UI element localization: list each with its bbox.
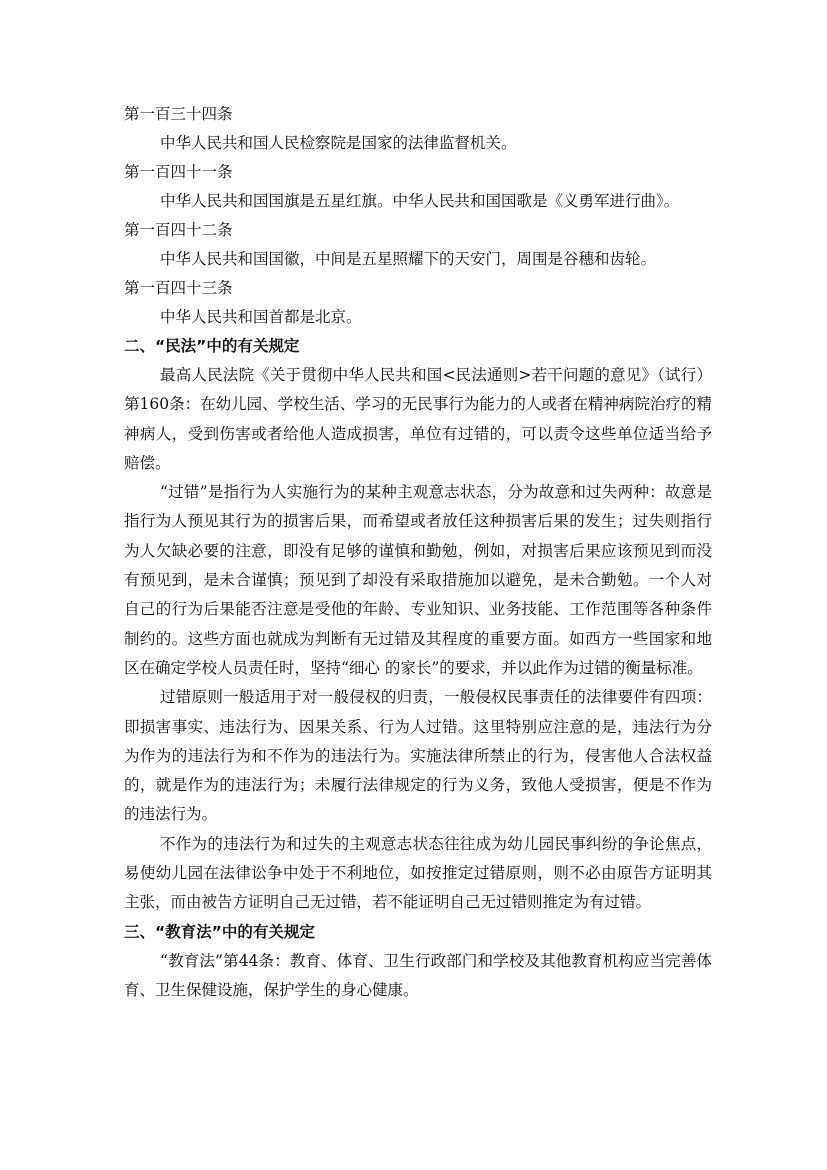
section-heading-civil-law: 二、“民法”中的有关规定 <box>124 337 300 355</box>
paragraph-omission: 不作为的违法行为和过失的主观意志状态往往成为幼儿园民事纠纷的争论焦点，易使幼儿园在法律讼争中处于不利地位，如按推定过错原则，则不必由原告方证明其主张，而由被告方证明自己无过错，若不能证明自己无过错则推定为有过错。 <box>124 834 712 912</box>
paragraph-court-opinion: 最高人民法院《关于贯彻中华人民共和国<民法通则>若干问题的意见》（试行）第160条：在幼儿园、学校生活、学习的无民事行为能力的人或者在精神病院治疗的精神病人，受到伤害或者给他人造成损害，单位有过错的，可以责令这些单位适当给予赔偿。 <box>124 366 712 472</box>
article-title-143: 第一百四十三条 <box>124 279 233 297</box>
paragraph-fault-definition: “过错”是指行为人实施行为的某种主观意志状态，分为故意和过失两种：故意是指行为人预见其行为的损害后果，而希望或者放任这种损害后果的发生；过失则指行为人欠缺必要的注意，即没有足够的谨慎和勤勉，例如，对损害后果应该预见到而没有预见到，是未合谨慎；预见到了却没有采取措施加以避免，是未合勤勉。一个人对自己的行为后果能否注意是受他的年龄、专业知识、业务技能、工作范围等各种条件制约的。这些方面也就成为判断有无过错及其程度的重要方面。如西方一些国家和地区在确定学校人员责任时，坚持“细心 的家长”的要求，并以此作为过错的衡量标准。 <box>124 483 712 677</box>
article-title-142: 第一百四十二条 <box>124 221 233 239</box>
paragraph-fault-principle: 过错原则一般适用于对一般侵权的归责，一般侵权民事责任的法律要件有四项：即损害事实、违法行为、因果关系、行为人过错。这里特别应注意的是，违法行为分为作为的违法行为和不作为的违法行为。实施法律所禁止的行为，侵害他人合法权益的，就是作为的违法行为；未履行法律规定的行为义务，致他人受损害，便是不作为的违法行为。 <box>124 688 712 824</box>
section-heading-education-law: 三、“教育法”中的有关规定 <box>124 922 315 941</box>
article-body-143: 中华人民共和国首都是北京。 <box>160 308 362 326</box>
article-body-141: 中华人民共和国国旗是五星红旗。中华人民共和国国歌是《义勇军进行曲》。 <box>160 192 680 210</box>
article-title-141: 第一百四十一条 <box>124 163 233 181</box>
article-body-134: 中华人民共和国人民检察院是国家的法律监督机关。 <box>160 134 517 152</box>
paragraph-education-law-44: “教育法”第44条：教育、体育、卫生行政部门和学校及其他教育机构应当完善体育、卫生保健设施，保护学生的身心健康。 <box>124 951 712 999</box>
document-page <box>124 100 712 1005</box>
article-body-142: 中华人民共和国国徽，中间是五星照耀下的天安门，周围是谷穗和齿轮。 <box>160 250 657 268</box>
article-title-134: 第一百三十四条 <box>124 105 233 123</box>
